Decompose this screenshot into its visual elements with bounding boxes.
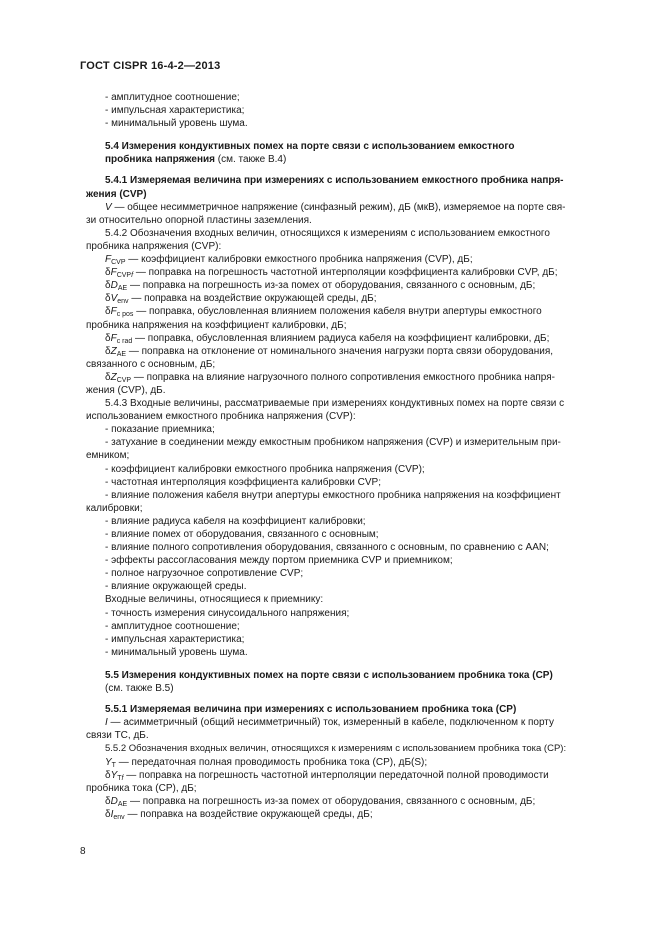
paragraph: 5.4.2 Обозначения входных величин, относящихся к измерениям с использованием емкостного: [105, 227, 550, 239]
definition-item: $\delta I_{env}$ — поправка на воздействие окружающей среды, дБ;: [105, 808, 373, 821]
definition-item: $\delta F_{CVPf}$ — поправка на погрешность частотной интерполяции коэффициента калибровки CVP, дБ;: [105, 267, 558, 280]
list-item-cont: калибровки;: [86, 502, 143, 514]
list-item: - амплитудное соотношение;: [105, 620, 240, 632]
definition-item-cont: связанного с основным, дБ;: [86, 358, 216, 370]
definition-item: $\delta F_{c pos}$ — поправка, обусловленная влиянием положения кабеля внутри апертуры емкостного: [105, 306, 542, 319]
list-item: - импульсная характеристика;: [105, 633, 245, 645]
definition-item-cont: пробника напряжения на коэффициент калибровки, дБ;: [86, 319, 347, 331]
list-item: - влияние радиуса кабеля на коэффициент калибровки;: [105, 515, 366, 527]
list-item: - влияние полного сопротивления оборудования, связанного с основным, по сравнению с AAN;: [105, 542, 549, 554]
subsection-5-4-1-heading: 5.4.1 Измеряемая величина при измерениях с использованием емкостного пробника напря-: [105, 175, 564, 187]
subsection-5-5-1-heading: 5.5.1 Измеряемая величина при измерениях с использованием пробника тока (CP): [105, 704, 517, 716]
list-item-cont: емником;: [86, 450, 130, 462]
definition-item: $\delta Z_{AE}$ — поправка на отклонение от номинального значения нагрузки порта связи оборудования,: [105, 345, 554, 358]
definition-item-cont: пробника тока (CP), дБ;: [86, 782, 197, 794]
section-5-4-heading-cont: пробника напряжения (см. также В.4): [105, 154, 287, 166]
paragraph: 5.5.2 Обозначения входных величин, относящихся к измерениям с использованием пробника тока (CP):: [105, 743, 567, 755]
document-header: ГОСТ CISPR 16-4-2—2013: [80, 60, 221, 72]
subsection-5-4-1-heading-cont: жения (CVP): [86, 188, 147, 200]
document-body: [86, 91, 616, 821]
paragraph: пробника напряжения (CVP):: [86, 240, 222, 252]
definition-item: $Y_T$ — передаточная полная проводимость пробника тока (CP), дБ(S);: [105, 756, 428, 769]
page-number: 8: [80, 846, 86, 857]
paragraph: I — асимметричный (общий несимметричный) ток, измеренный в кабеле, подключенном к порту: [105, 717, 554, 729]
paragraph: 5.4.3 Входные величины, рассматриваемые при измерениях кондуктивных помех на порте связи с: [105, 398, 565, 410]
section-5-5-heading: 5.5 Измерения кондуктивных помех на порте связи с использованием пробника тока (CP): [105, 669, 553, 681]
definition-item: $\delta D_{AE}$ — поправка на погрешность из-за помех от оборудования, связанного с основным, дБ;: [105, 280, 536, 293]
list-item: - минимальный уровень шума.: [105, 118, 248, 130]
list-item: - показание приемника;: [105, 424, 215, 436]
list-item: - точность измерения синусоидального напряжения;: [105, 607, 350, 619]
list-item: - полное нагрузочное сопротивление CVP;: [105, 568, 304, 580]
list-item: - эффекты рассогласования между портом приемника CVP и приемником;: [105, 555, 453, 567]
definition-item-cont: жения (CVP), дБ.: [86, 384, 166, 396]
section-5-4-heading: 5.4 Измерения кондуктивных помех на порте связи с использованием емкостного: [105, 141, 515, 153]
list-item: - влияние помех от оборудования, связанного с основным;: [105, 529, 379, 540]
definition-item: $\delta V_{env}$ — поправка на воздействие окружающей среды, дБ;: [105, 293, 377, 306]
paragraph: использованием емкостного пробника напряжения (CVP):: [86, 411, 356, 423]
list-item: - частотная интерполяция коэффициента калибровки CVP;: [105, 476, 381, 488]
definition-item: $\delta F_{c rad}$ — поправка, обусловленная влиянием радиуса кабеля на коэффициент калибровки, дБ;: [105, 332, 550, 345]
paragraph: зи относительно опорной пластины заземления.: [86, 214, 312, 226]
list-item: - импульсная характеристика;: [105, 105, 245, 117]
list-item: - затухание в соединении между емкостным пробником напряжения (CVP) и измерительным при-: [105, 437, 561, 449]
list-item: - минимальный уровень шума.: [105, 646, 248, 658]
definition-item: $\delta Y_{Tf}$ — поправка на погрешность частотной интерполяции передаточной полной проводимости: [105, 769, 549, 782]
paragraph: Входные величины, относящиеся к приемнику:: [105, 594, 324, 606]
paragraph: связи ТС, дБ.: [86, 730, 149, 742]
definition-item: $\delta D_{AE}$ — поправка на погрешность из-за помех от оборудования, связанного с основным, дБ;: [105, 795, 536, 808]
list-item: - влияние положения кабеля внутри апертуры емкостного пробника напряжения на коэффициент: [105, 489, 561, 501]
list-item: - влияние окружающей среды.: [105, 581, 247, 593]
paragraph: V — общее несимметричное напряжение (синфазный режим), дБ (мкВ), измеряемое на порте свя-: [105, 201, 566, 213]
list-item: - коэффициент калибровки емкостного пробника напряжения (CVP);: [105, 463, 425, 475]
definition-item: $\delta Z_{CVP}$ — поправка на влияние нагрузочного полного сопротивления емкостного пробника напря-: [105, 371, 556, 384]
section-5-5-note: (см. также В.5): [105, 683, 174, 695]
definition-item: $F_{CVP}$ — коэффициент калибровки емкостного пробника напряжения (CVP), дБ;: [105, 254, 473, 267]
list-item: - амплитудное соотношение;: [105, 92, 240, 103]
